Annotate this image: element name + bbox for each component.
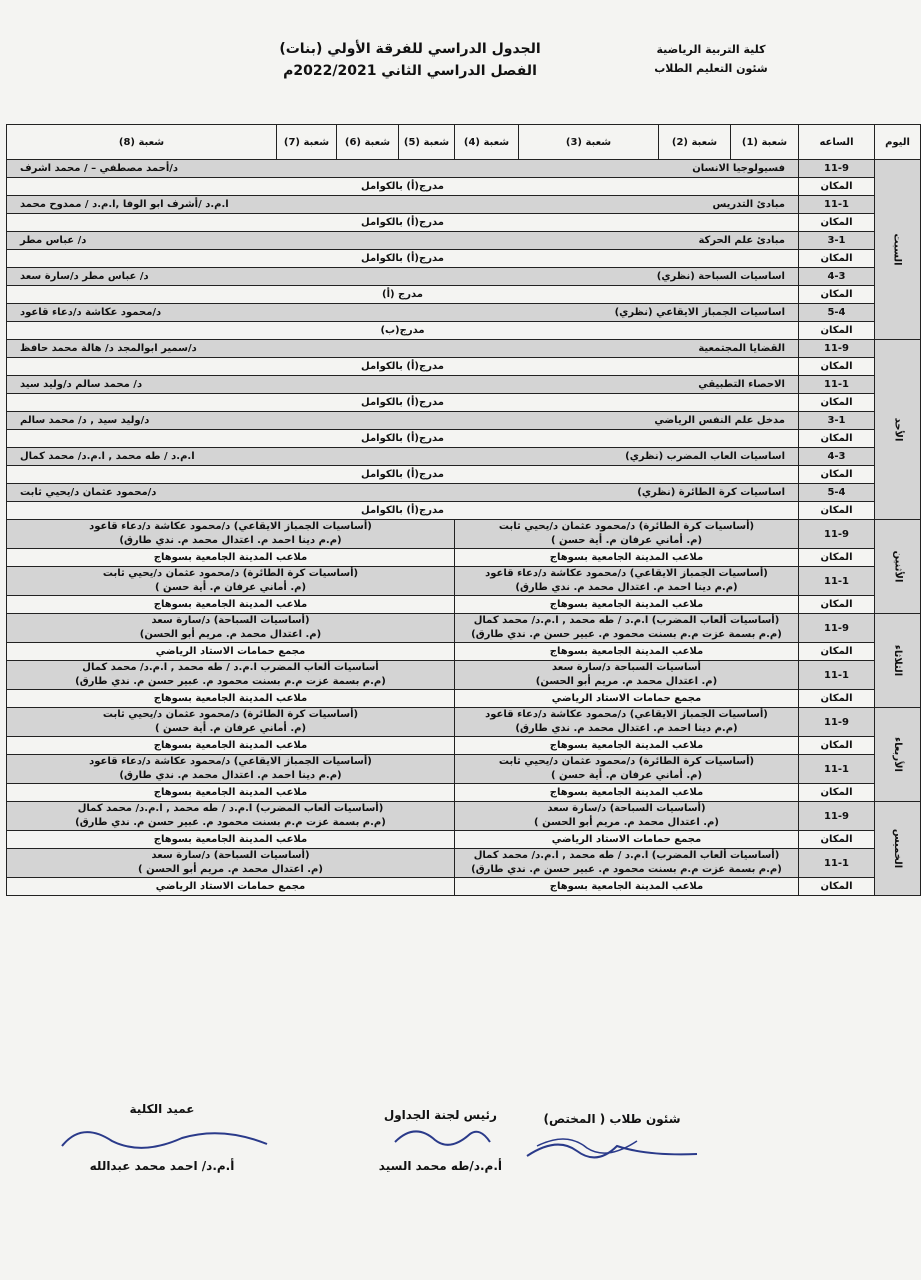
staff-names: ا.م.د /أشرف ابو الوفا ,ا.م.د / ممدوح محمد (20, 199, 229, 210)
table-row (7, 614, 921, 643)
lecture-cell (7, 448, 799, 466)
col-section-6: شعبة (6) (337, 125, 399, 160)
practical-cell-left (7, 849, 455, 878)
table-row (7, 502, 921, 520)
table-row (7, 737, 921, 755)
table-row (7, 567, 921, 596)
place-label: المكان (799, 690, 875, 708)
place-value-right: ملاعب المدينة الجامعية بسوهاج (455, 784, 799, 802)
signature-title: عميد الكلية (129, 1102, 195, 1116)
staff-names: د/وليد سيد , د/ محمد سالم (20, 415, 150, 426)
course-line: (أساسيات الجمباز الايقاعي) د/محمود عكاشة د/دعاء قاعود (485, 568, 768, 579)
place-label: المكان (799, 394, 875, 412)
day-label (875, 520, 921, 614)
col-section-5: شعبة (5) (399, 125, 455, 160)
lecture-cell (7, 268, 799, 286)
place-label: المكان (799, 466, 875, 484)
staff-names: د/ محمد سالم د/وليد سيد (20, 379, 143, 390)
place-label: المكان (799, 358, 875, 376)
lecture-cell (7, 376, 799, 394)
signature-scribble (517, 1126, 707, 1166)
course-line: (أساسيات ألعاب المضرب) ا.م.د / طه محمد , ا.م.د/ محمد كمال (473, 850, 780, 861)
schedule-table (6, 124, 921, 896)
practical-cell-left (7, 708, 455, 737)
col-time: الساعه (799, 125, 875, 160)
day-label (875, 614, 921, 708)
course-line: (أساسيات السباحة) د/سارة سعد (547, 803, 706, 814)
place-value-left: ملاعب المدينة الجامعية بسوهاج (7, 596, 455, 614)
table-row (7, 304, 921, 322)
day-label (875, 340, 921, 520)
table-row (7, 196, 921, 214)
subject-name: اساسيات العاب المضرب (نظري) (625, 451, 785, 462)
institution-name: كلية التربية الرياضية (656, 43, 766, 56)
place-value: مدرج(أ) بالكوامل (7, 214, 799, 232)
lecture-cell (7, 340, 799, 358)
signatures (0, 1100, 832, 1280)
time-slot: 3-1 (799, 232, 875, 250)
practical-cell-left (7, 567, 455, 596)
place-label: المكان (799, 250, 875, 268)
title-line-2: الفصل الدراسي الثاني 2022/2021م (283, 63, 537, 79)
course-line: (أساسيات ألعاب المضرب) ا.م.د / طه محمد , ا.م.د/ محمد كمال (473, 615, 780, 626)
place-value-right: ملاعب المدينة الجامعية بسوهاج (455, 878, 799, 896)
assistants-line: (م. أماني عرفان م. أية حسن ) (154, 723, 307, 734)
course-line: (أساسيات كرة الطائرة) د/محمود عثمان د/يحيي ثابت (102, 709, 359, 720)
col-section-3: شعبة (3) (519, 125, 659, 160)
table-row (7, 690, 921, 708)
col-section-4: شعبة (4) (455, 125, 519, 160)
assistants-line: (م. اعتدال محمد م. مريم أبو الحسن ) (534, 817, 719, 828)
assistants-line: (م. اعتدال محمد م. مريم أبو الحسن) (535, 676, 718, 687)
place-value: مدرج(أ) بالكوامل (7, 502, 799, 520)
assistants-line: (م. أماني عرفان م. أية حسن ) (154, 582, 307, 593)
place-value: مدرج(أ) بالكوامل (7, 178, 799, 196)
lecture-cell (7, 484, 799, 502)
practical-cell-right (455, 661, 799, 690)
time-slot: 11-1 (799, 849, 875, 878)
practical-cell-left (7, 614, 455, 643)
day-label (875, 160, 921, 340)
place-value: مدرج(أ) بالكوامل (7, 466, 799, 484)
signature-title: رئيس لجنة الجداول (383, 1108, 497, 1122)
time-slot: 3-1 (799, 412, 875, 430)
course-line: (أساسيات الجمباز الايقاعي) د/محمود عكاشة د/دعاء قاعود (89, 756, 372, 767)
place-value: مدرج(أ) بالكوامل (7, 250, 799, 268)
subject-name: مبادئ علم الحركة (698, 235, 785, 246)
signature-students-affairs (517, 1112, 707, 1169)
place-value-left: ملاعب المدينة الجامعية بسوهاج (7, 737, 455, 755)
assistants-line: (م.م دينا احمد م. اعتدال محمد م. ندي طارق) (119, 770, 342, 781)
time-slot: 11-9 (799, 802, 875, 831)
signature-title: شئون طلاب ( المختص) (543, 1112, 681, 1126)
course-line: (أساسيات كرة الطائرة) د/محمود عثمان د/يحيي ثابت (498, 521, 755, 532)
header-row (7, 125, 921, 160)
place-value: مدرج(أ) بالكوامل (7, 394, 799, 412)
table-row (7, 160, 921, 178)
assistants-line: (م.م بسمة عزت م.م بسنت محمود م. عبير حسن م. ندي طارق) (75, 817, 386, 828)
col-section-2: شعبة (2) (659, 125, 731, 160)
day-label (875, 708, 921, 802)
staff-names: د/محمود عثمان د/يحيي ثابت (20, 487, 157, 498)
place-label: المكان (799, 430, 875, 448)
subject-name: اساسيات كرة الطائرة (نظري) (637, 487, 785, 498)
table-row (7, 412, 921, 430)
subject-name: فسيولوجيا الانسان (692, 163, 785, 174)
lecture-cell (7, 232, 799, 250)
day-name: الأثنين (891, 550, 903, 583)
place-value-right: مجمع حمامات الاستاد الرياضي (455, 690, 799, 708)
staff-names: د/سمير ابوالمجد د/ هالة محمد حافظ (20, 343, 197, 354)
assistants-line: (م.م بسمة عزت م.م بسنت محمود م. عبير حسن م. ندي طارق) (75, 676, 386, 687)
table-row (7, 214, 921, 232)
signature-committee-head (379, 1108, 502, 1173)
course-line: (أساسيات كرة الطائرة) د/محمود عثمان د/يحيي ثابت (102, 568, 359, 579)
lecture-cell (7, 412, 799, 430)
table-row (7, 596, 921, 614)
lecture-cell (7, 160, 799, 178)
practical-cell-right (455, 849, 799, 878)
col-section-1: شعبة (1) (731, 125, 799, 160)
course-line: أساسيات السباحة د/سارة سعد (552, 662, 701, 673)
place-label: المكان (799, 831, 875, 849)
assistants-line: (م. اعتدال محمد م. مريم أبو الحسن) (139, 629, 322, 640)
time-slot: 11-9 (799, 708, 875, 737)
table-row (7, 520, 921, 549)
place-value: مدرج(أ) بالكوامل (7, 358, 799, 376)
signature-dean (52, 1102, 272, 1173)
practical-cell-right (455, 567, 799, 596)
practical-cell-left (7, 661, 455, 690)
table-row (7, 430, 921, 448)
table-row (7, 484, 921, 502)
course-line: (أساسيات السباحة) د/سارة سعد (151, 850, 310, 861)
place-label: المكان (799, 178, 875, 196)
subject-name: مدخل علم النفس الرياضي (654, 415, 785, 426)
page-title (180, 38, 640, 82)
assistants-line: (م.م دينا احمد م. اعتدال محمد م. ندي طارق) (515, 723, 738, 734)
time-slot: 11-9 (799, 340, 875, 358)
table-row (7, 394, 921, 412)
course-line: (أساسيات السباحة) د/سارة سعد (151, 615, 310, 626)
day-name: الخميس (891, 828, 903, 869)
place-value-right: ملاعب المدينة الجامعية بسوهاج (455, 596, 799, 614)
course-line: (أساسيات الجمباز الايقاعي) د/محمود عكاشة د/دعاء قاعود (89, 521, 372, 532)
table-row (7, 340, 921, 358)
place-value-left: مجمع حمامات الاستاد الرياضي (7, 878, 455, 896)
place-label: المكان (799, 214, 875, 232)
assistants-line: (م. اعتدال محمد م. مريم أبو الحسن ) (138, 864, 323, 875)
table-row (7, 448, 921, 466)
time-slot: 11-9 (799, 520, 875, 549)
institution-block (626, 40, 796, 78)
practical-cell-left (7, 802, 455, 831)
time-slot: 11-9 (799, 160, 875, 178)
place-value-right: مجمع حمامات الاستاد الرياضي (455, 831, 799, 849)
staff-names: د/ عباس مطر (20, 235, 87, 246)
table-row (7, 268, 921, 286)
table-row (7, 661, 921, 690)
practical-cell-right (455, 614, 799, 643)
time-slot: 5-4 (799, 304, 875, 322)
time-slot: 11-1 (799, 567, 875, 596)
place-value-left: مجمع حمامات الاستاد الرياضي (7, 643, 455, 661)
practical-cell-right (455, 755, 799, 784)
subject-name: مبادئ التدريس (712, 199, 785, 210)
table-row (7, 784, 921, 802)
place-label: المكان (799, 502, 875, 520)
practical-cell-right (455, 708, 799, 737)
table-row (7, 322, 921, 340)
signature-scribble (380, 1122, 500, 1156)
table-row (7, 802, 921, 831)
course-line: (أساسيات ألعاب المضرب) ا.م.د / طه محمد , ا.م.د/ محمد كمال (77, 803, 384, 814)
time-slot: 11-1 (799, 376, 875, 394)
place-label: المكان (799, 596, 875, 614)
subject-name: اساسيات الجمباز الايقاعي (نظري) (614, 307, 785, 318)
subject-name: القضايا المجتمعية (698, 343, 785, 354)
table-row (7, 878, 921, 896)
practical-cell-right (455, 802, 799, 831)
time-slot: 4-3 (799, 268, 875, 286)
subject-name: اساسيات السباحة (نظري) (656, 271, 785, 282)
place-label: المكان (799, 322, 875, 340)
practical-cell-left (7, 755, 455, 784)
staff-names: د/أحمد مصطفي – / محمد اشرف (20, 163, 179, 174)
time-slot: 11-1 (799, 755, 875, 784)
col-section-8: شعبة (8) (7, 125, 277, 160)
signature-name: أ.م.د/طه محمد السيد (378, 1159, 502, 1173)
day-label (875, 802, 921, 896)
assistants-line: (م.م بسمة عزت م.م بسنت محمود م. عبير حسن م. ندي طارق) (471, 629, 782, 640)
day-name: الثلاثاء (891, 644, 903, 677)
assistants-line: (م. أماني عرفان م. أية حسن ) (550, 770, 703, 781)
day-name: الأحد (891, 417, 903, 442)
assistants-line: (م.م دينا احمد م. اعتدال محمد م. ندي طارق) (119, 535, 342, 546)
table-row (7, 755, 921, 784)
staff-names: د/ عباس مطر د/سارة سعد (20, 271, 149, 282)
place-label: المكان (799, 643, 875, 661)
time-slot: 4-3 (799, 448, 875, 466)
col-section-7: شعبة (7) (277, 125, 337, 160)
signature-name: أ.م.د/ احمد محمد عبدالله (89, 1159, 235, 1173)
table-row (7, 466, 921, 484)
practical-cell-right (455, 520, 799, 549)
practical-cell-left (7, 520, 455, 549)
col-day: اليوم (875, 125, 921, 160)
place-value-right: ملاعب المدينة الجامعية بسوهاج (455, 643, 799, 661)
place-value-left: ملاعب المدينة الجامعية بسوهاج (7, 549, 455, 567)
time-slot: 11-1 (799, 661, 875, 690)
course-line: (أساسيات كرة الطائرة) د/محمود عثمان د/يحيي ثابت (498, 756, 755, 767)
place-value: مدرج(أ) بالكوامل (7, 430, 799, 448)
place-value-right: ملاعب المدينة الجامعية بسوهاج (455, 737, 799, 755)
assistants-line: (م. أماني عرفان م. أية حسن ) (550, 535, 703, 546)
table-row (7, 376, 921, 394)
place-label: المكان (799, 878, 875, 896)
signature-scribble (52, 1116, 272, 1156)
day-name: الأربعاء (892, 737, 903, 772)
staff-names: ا.م.د / طه محمد , ا.م.د/ محمد كمال (20, 451, 195, 462)
time-slot: 5-4 (799, 484, 875, 502)
place-label: المكان (799, 737, 875, 755)
table-row (7, 178, 921, 196)
assistants-line: (م.م دينا احمد م. اعتدال محمد م. ندي طارق) (515, 582, 738, 593)
place-value: مدرج(ب) (7, 322, 799, 340)
lecture-cell (7, 304, 799, 322)
department-name: شئون التعليم الطلاب (654, 62, 768, 75)
table-row (7, 358, 921, 376)
table-row (7, 549, 921, 567)
course-line: (أساسيات الجمباز الايقاعي) د/محمود عكاشة د/دعاء قاعود (485, 709, 768, 720)
course-line: أساسيات ألعاب المضرب ا.م.د / طه محمد , ا.م.د/ محمد كمال (82, 662, 379, 673)
table-row (7, 250, 921, 268)
day-name: السبت (892, 233, 903, 266)
table-row (7, 831, 921, 849)
place-value-right: ملاعب المدينة الجامعية بسوهاج (455, 549, 799, 567)
table-row (7, 286, 921, 304)
staff-names: د/محمود عكاشة د/دعاء قاعود (20, 307, 162, 318)
place-label: المكان (799, 549, 875, 567)
place-value-left: ملاعب المدينة الجامعية بسوهاج (7, 690, 455, 708)
assistants-line: (م.م بسمة عزت م.م بسنت محمود م. عبير حسن م. ندي طارق) (471, 864, 782, 875)
place-value-left: ملاعب المدينة الجامعية بسوهاج (7, 831, 455, 849)
place-label: المكان (799, 784, 875, 802)
time-slot: 11-9 (799, 614, 875, 643)
table-row (7, 232, 921, 250)
table-row (7, 849, 921, 878)
place-label: المكان (799, 286, 875, 304)
subject-name: الاحصاء التطبيقي (698, 379, 785, 390)
table-row (7, 708, 921, 737)
time-slot: 11-1 (799, 196, 875, 214)
table-row (7, 643, 921, 661)
place-value: مدرج (أ) (7, 286, 799, 304)
lecture-cell (7, 196, 799, 214)
title-line-1: الجدول الدراسي للفرقة الأولي (بنات) (279, 41, 541, 57)
place-value-left: ملاعب المدينة الجامعية بسوهاج (7, 784, 455, 802)
